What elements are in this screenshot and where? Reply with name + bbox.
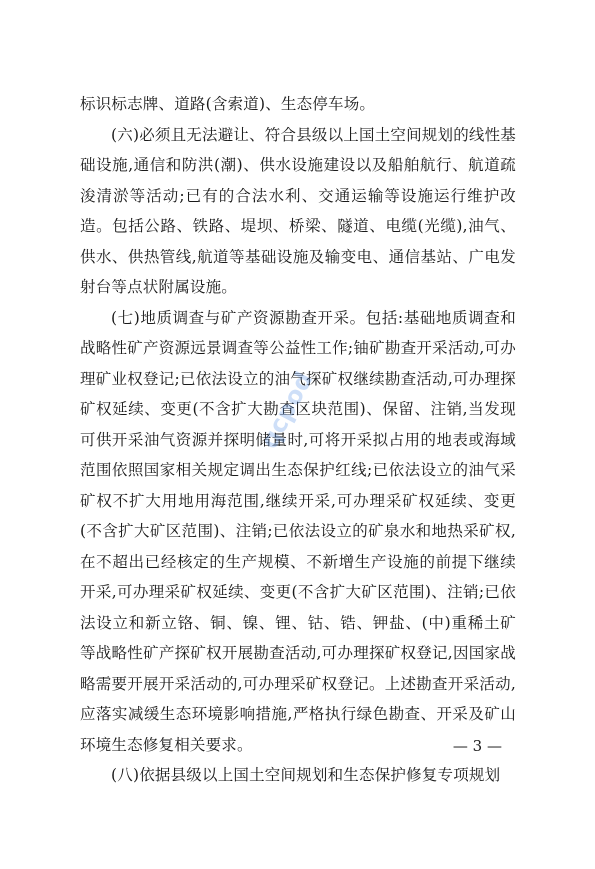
paragraph-section-7: (七)地质调查与矿产资源勘查开采。包括:基础地质调查和战略性矿产资源远景调查等公益性工作;铀矿勘查开采活动,可办理矿业权登记;已依法设立的油气探矿权继续勘查活动,可办理探矿权延续、变更(不含扩大勘查区块范围)、保留、注销,当发现可供开采油气资源并探明储量时,可将开采拟占用的地表或海域范围依照国家相关规定调出生态保护红线;已依法设立的油气采矿权不扩大用地用海范围,继续开采,可办理采矿权延续、变更(不含扩大矿区范围)、注销;已依法设立的矿泉水和地热采矿权,在不超出已经核定的生产规模、不新增生产设施的前提下继续开采,可办理采矿权延续、变更(不含扩大矿区范围)、注销;已依法设立和新立铬、铜、镍、锂、钴、锆、钾盐、(中)重稀土矿等战略性矿产探矿权开展勘查活动,可办理探矿权登记,因国家战略需要开展开采活动的,可办理采矿权登记。上述勘查开采活动,应落实减缓生态环境影响措施,严格执行绿色勘查、开采及矿山环境生态修复相关要求。	[80, 308, 516, 754]
body-text	[80, 89, 516, 791]
paragraph-section-6: (六)必须且无法避让、符合县级以上国土空间规划的线性基础设施,通信和防洪(潮)、供水设施建设以及船舶航行、航道疏浚清淤等活动;已有的合法水利、交通运输等设施运行维护改造。包括公路、铁路、堤坝、桥梁、隧道、电缆(光缆),油气、供水、供热管线,航道等基础设施及输变电、通信基站、广电发射台等点状附属设施。	[80, 125, 516, 296]
watermark: qcpod	[255, 367, 319, 454]
paragraph-continuation: 标识标志牌、道路(含索道)、生态停车场。	[80, 95, 376, 113]
page-number: — 3 —	[452, 737, 502, 755]
paragraph-section-8: (八)依据县级以上国土空间规划和生态保护修复专项规划	[111, 766, 501, 784]
